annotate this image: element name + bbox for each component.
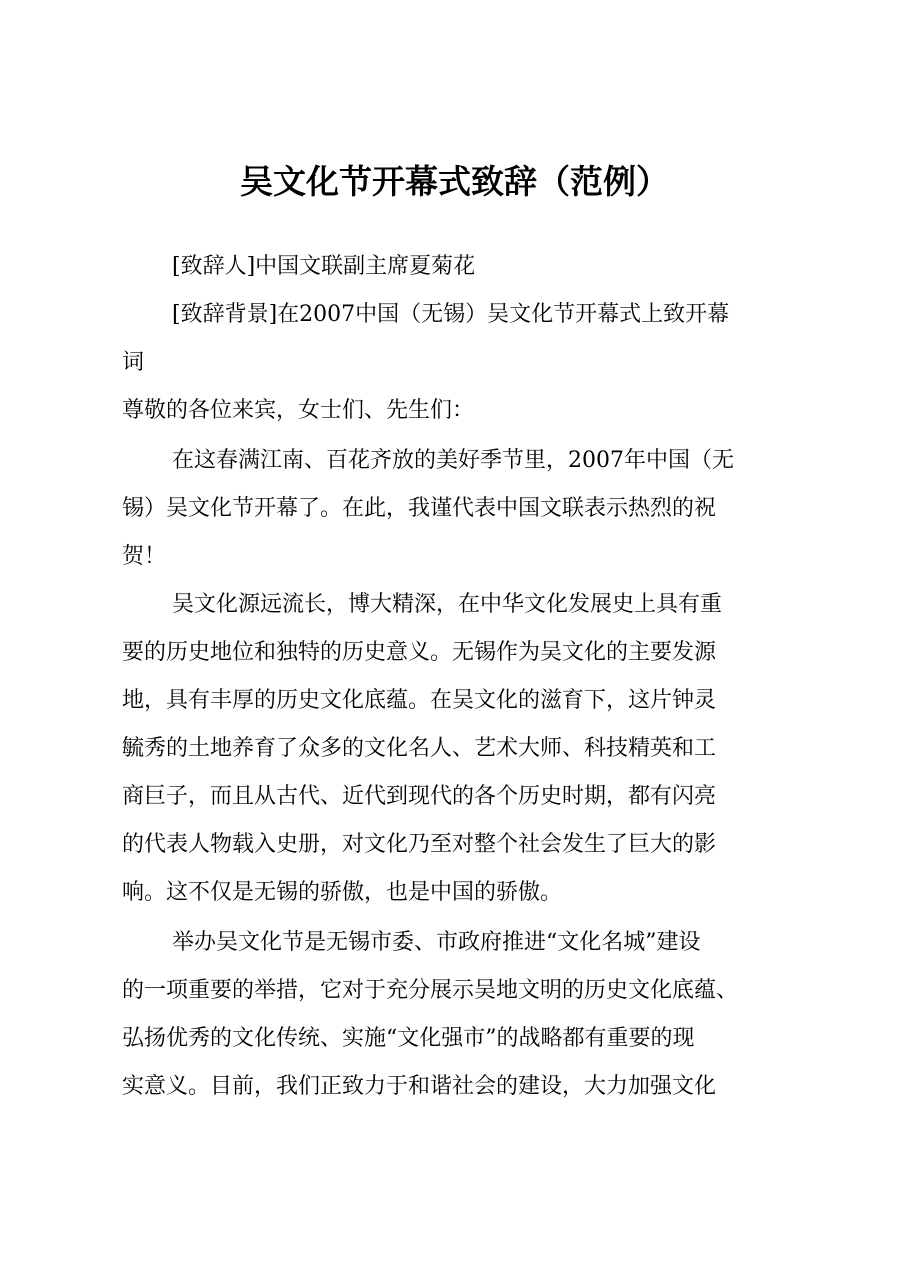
paragraph-line: 的代表人物载入史册，对文化乃至对整个社会发生了巨大的影 bbox=[122, 832, 717, 857]
paragraph-line: 吴文化源远流长，博大精深，在中华文化发展史上具有重 bbox=[172, 592, 723, 617]
paragraph-line: 毓秀的土地养育了众多的文化名人、艺术大师、科技精英和工 bbox=[122, 736, 717, 761]
speaker-line: [致辞人]中国文联副主席夏菊花 bbox=[172, 254, 476, 279]
paragraph-line: 要的历史地位和独特的历史意义。无锡作为吴文化的主要发源 bbox=[122, 640, 717, 665]
paragraph-line: 商巨子，而且从古代、近代到现代的各个历史时期，都有闪亮 bbox=[122, 784, 717, 809]
background-line-continued: 词 bbox=[122, 350, 145, 375]
paragraph-line: 在这春满江南、百花齐放的美好季节里，2007年中国（无 bbox=[172, 448, 734, 473]
paragraph-line: 响。这不仅是无锡的骄傲，也是中国的骄傲。 bbox=[122, 880, 563, 905]
paragraph-line: 地，具有丰厚的历史文化底蕴。在吴文化的滋育下，这片钟灵 bbox=[122, 688, 717, 713]
paragraph-line: 贺！ bbox=[122, 544, 167, 569]
paragraph-line: 实意义。目前，我们正致力于和谐社会的建设，大力加强文化 bbox=[122, 1074, 717, 1099]
paragraph-line: 锡）吴文化节开幕了。在此，我谨代表中国文联表示热烈的祝 bbox=[122, 496, 717, 521]
background-line: [致辞背景]在2007中国（无锡）吴文化节开幕式上致开幕 bbox=[172, 302, 730, 327]
paragraph-line: 的一项重要的举措，它对于充分展示吴地文明的历史文化底蕴、 bbox=[122, 978, 739, 1003]
document-title: 吴文化节开幕式致辞（范例） bbox=[240, 162, 669, 201]
paragraph-line: 弘扬优秀的文化传统、实施“文化强市”的战略都有重要的现 bbox=[122, 1026, 695, 1051]
paragraph-line: 举办吴文化节是无锡市委、市政府推进“文化名城”建设 bbox=[172, 930, 701, 955]
salutation-line: 尊敬的各位来宾，女士们、先生们： bbox=[122, 398, 475, 423]
